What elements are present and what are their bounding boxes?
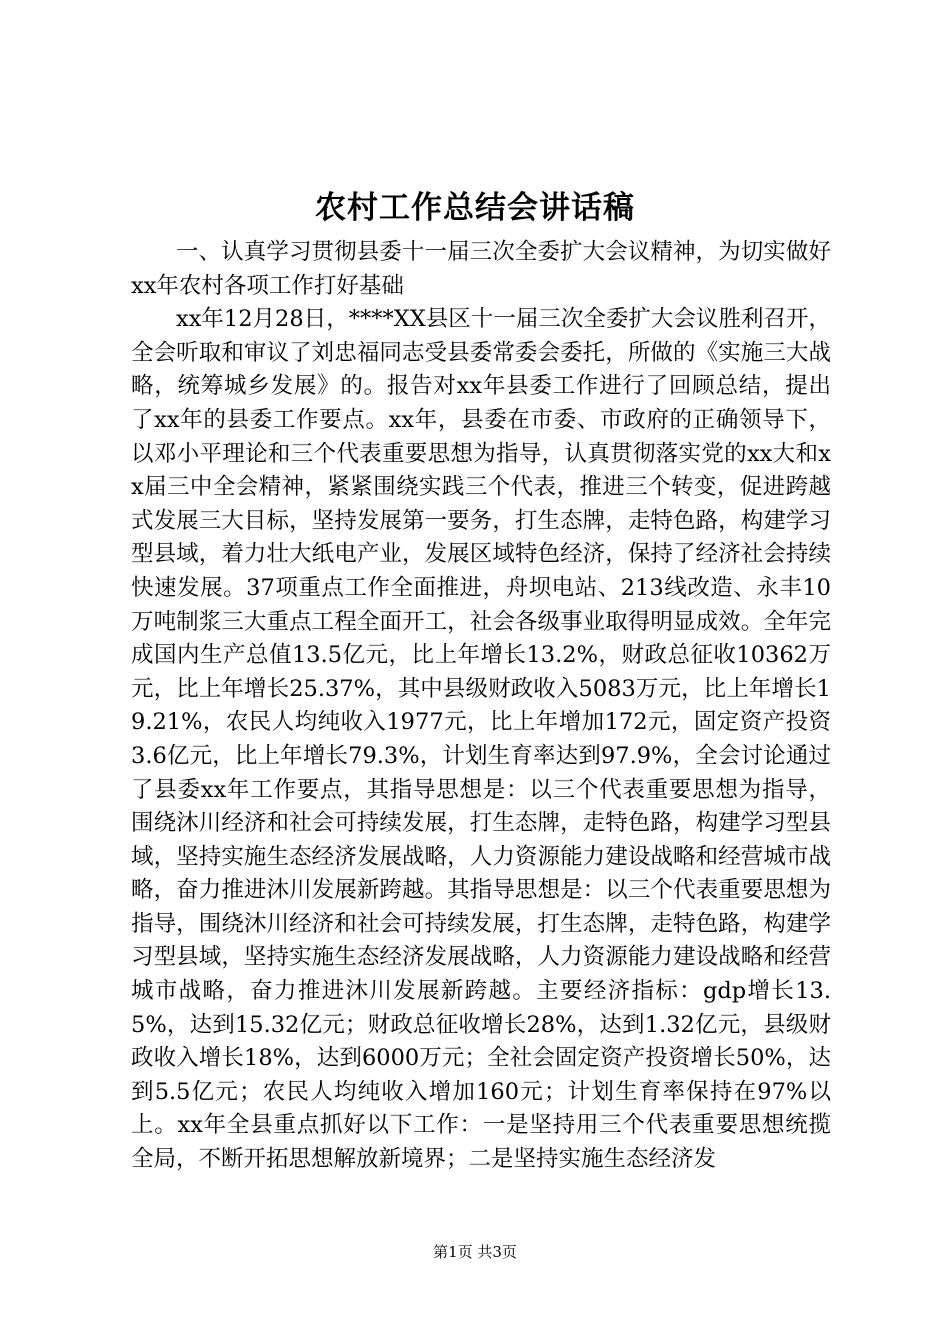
document-body [131,236,831,1177]
section-heading-paragraph: 一、认真学习贯彻县委十一届三次全委扩大会议精神，为切实做好xx年农村各项工作打好基础 [131,239,831,299]
body-paragraph: xx年12月28日，****XX县区十一届三次全委扩大会议胜利召开，全会听取和审议了刘忠福同志受县委常委会委托，所做的《实施三大战略，统筹城乡发展》的。报告对xx年县委工作进行了回顾总结，提出了xx年的县委工作要点。xx年，县委在市委、市政府的正确领导下，以邓小平理论和三个代表重要思想为指导，认真贯彻落实党的xx大和xx届三中全会精神，紧紧围绕实践三个代表，推进三个转变，促进跨越式发展三大目标，坚持发展第一要务，打生态牌，走特色路，构建学习型县域，着力壮大纸电产业，发展区域特色经济，保持了经济社会持续快速发展。37项重点工作全面推进，舟坝电站、213线改造、永丰10万吨制浆三大重点工程全面开工，社会各级事业取得明显成效。全年完成国内生产总值13.5亿元，比上年增长13.2%，财政总征收10362万元，比上年增长25.37%，其中县级财政收入5083万元，比上年增长19.21%，农民人均纯收入1977元，比上年增加172元，固定资产投资3.6亿元，比上年增长79.3%，计划生育率达到97.9%，全会讨论通过了县委xx年工作要点，其指导思想是：以三个代表重要思想为指导，围绕沐川经济和社会可持续发展，打生态牌，走特色路，构建学习型县域，坚持实施生态经济发展战略，人力资源能力建设战略和经营城市战略，奋力推进沐川发展新跨越。其指导思想是：以三个代表重要思想为指导，围绕沐川经济和社会可持续发展，打生态牌，走特色路，构建学习型县域，坚持实施生态经济发展战略，人力资源能力建设战略和经营城市战略，奋力推进沐川发展新跨越。主要经济指标：gdp增长13.5%，达到15.32亿元；财政总征收增长28%，达到1.32亿元，县级财政收入增长18%，达到6000万元；全社会固定资产投资增长50%，达到5.5亿元；农民人均纯收入增加160元；计划生育率保持在97%以上。xx年全县重点抓好以下工作：一是坚持用三个代表重要思想统揽全局，不断开拓思想解放新境界；二是坚持实施生态经济发 [131,306,831,1173]
document-title: 农村工作总结会讲话稿 [315,190,635,226]
page-number-footer: 第1页 共3页 [433,1243,517,1261]
